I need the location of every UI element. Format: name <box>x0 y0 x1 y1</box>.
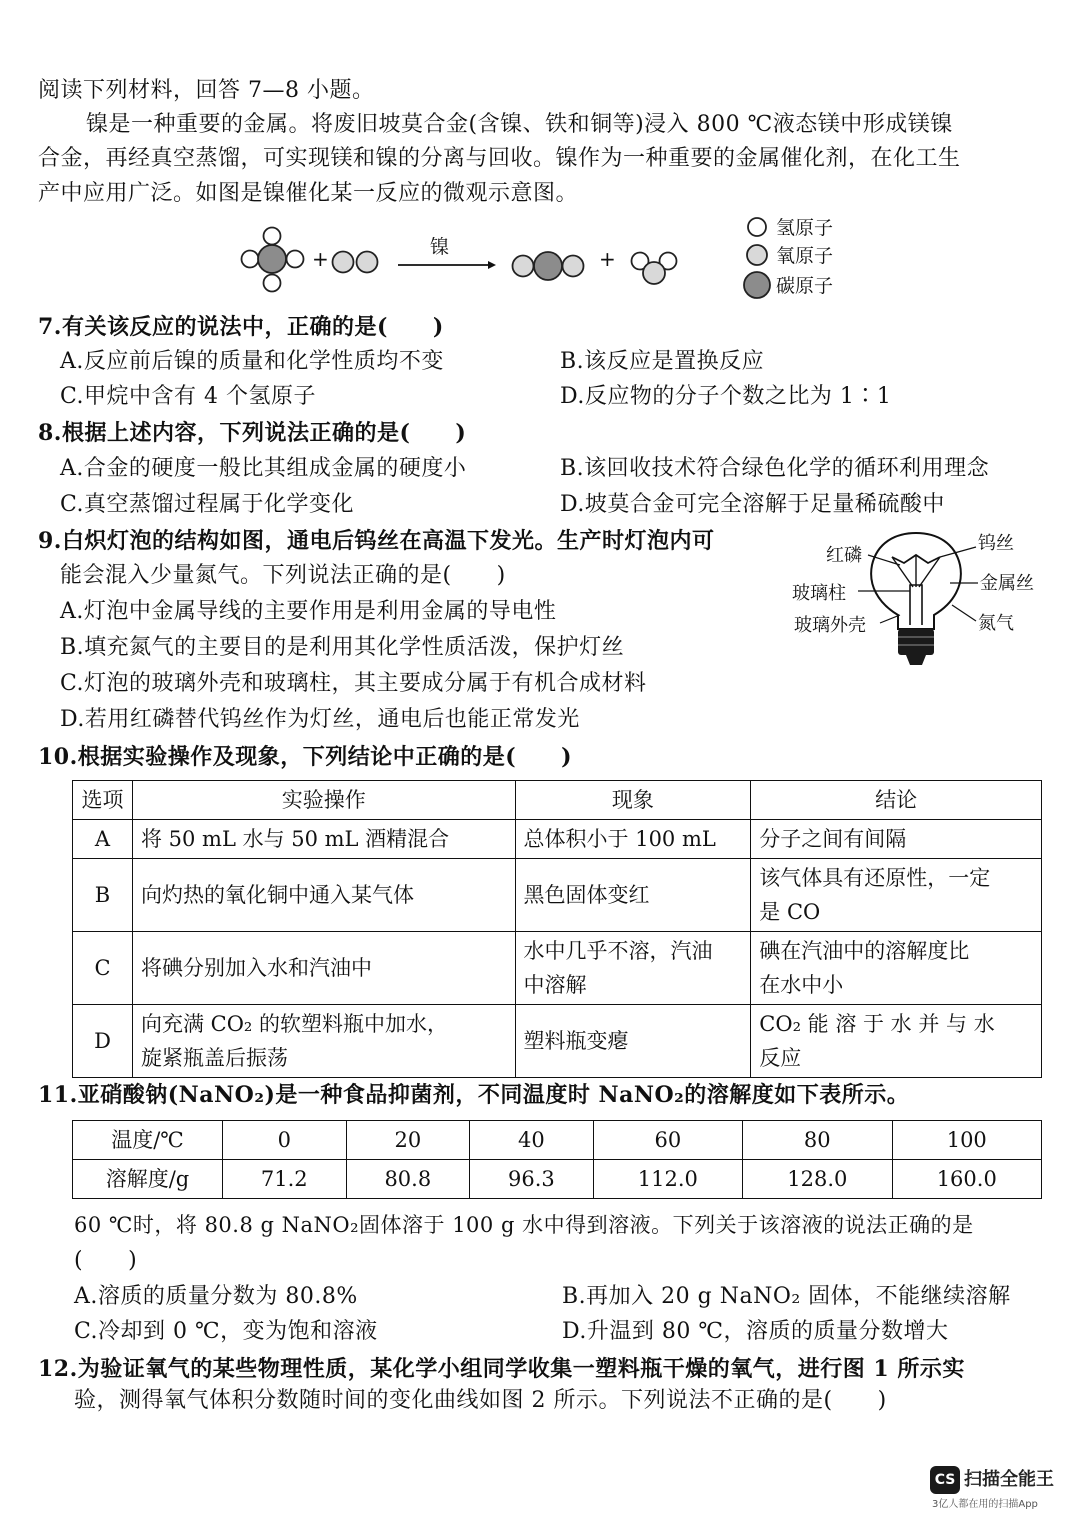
solubility-cell: 112.0 <box>593 1160 742 1199</box>
q7-option-c: C.甲烷中含有 4 个氢原子 <box>60 384 317 409</box>
label-glass-rod: 玻璃柱 <box>792 583 846 604</box>
row-a-conclusion: 分子之间有间隔 <box>751 820 1042 859</box>
q11-option-a: A.溶质的质量分数为 80.8% <box>74 1284 358 1309</box>
row-d-phenomenon: 塑料瓶变瘪 <box>515 1005 751 1078</box>
carbon-atom <box>534 252 562 280</box>
row-c-option: C <box>73 932 133 1005</box>
q8-stem: 8.根据上述内容，下列说法正确的是( ) <box>38 420 467 446</box>
table-row <box>73 781 1042 820</box>
carbon-dioxide-molecule <box>513 252 584 280</box>
light-bulb-diagram <box>780 525 1055 675</box>
plus-sign: + <box>312 247 329 271</box>
q10-table <box>72 780 1042 1078</box>
oxygen-atom <box>513 256 534 277</box>
hydrogen-atom <box>264 275 281 292</box>
q9-option-b: B.填充氮气的主要目的是利用其化学性质活泼，保护灯丝 <box>60 635 625 660</box>
label-glass-shell: 玻璃外壳 <box>794 615 866 636</box>
water-molecule <box>632 253 677 285</box>
bulb-tip <box>906 655 926 665</box>
legend-oxygen-label: 氧原子 <box>776 245 834 267</box>
solubility-cell: 80.8 <box>346 1160 470 1199</box>
hydrogen-atom <box>264 228 281 245</box>
q12-line-1: 12.为验证氧气的某些物理性质，某化学小组同学收集一塑料瓶干燥的氧气，进行图 1 所示实 <box>38 1356 965 1382</box>
label-nitrogen: 氮气 <box>978 613 1014 634</box>
q10-stem: 10.根据实验操作及现象，下列结论中正确的是( ) <box>38 744 573 770</box>
oxygen-atom <box>357 252 378 273</box>
table-row <box>73 1121 1042 1160</box>
q11-solubility-table <box>72 1120 1042 1199</box>
table-row <box>73 859 1042 932</box>
table-row <box>73 932 1042 1005</box>
material-line-1: 镍是一种重要的金属。将废旧坡莫合金(含镍、铁和铜等)浸入 800 ℃液态镁中形成镁镍 <box>86 112 953 137</box>
reaction-diagram <box>230 215 860 305</box>
q11-text-1: 60 ℃时，将 80.8 g NaNO₂固体溶于 100 g 水中得到溶液。下列关于该溶液的说法正确的是 <box>74 1213 974 1237</box>
q9-option-a: A.灯泡中金属导线的主要作用是利用金属的导电性 <box>60 599 557 624</box>
solubility-label: 溶解度/g <box>73 1160 223 1199</box>
carbon-atom <box>258 245 286 273</box>
oxygen-atom <box>563 256 584 277</box>
temp-cell: 100 <box>892 1121 1041 1160</box>
temp-cell: 0 <box>223 1121 347 1160</box>
q7-option-d: D.反应物的分子个数之比为 1∶1 <box>560 384 892 409</box>
scanner-app-name: 扫描全能王 <box>964 1469 1054 1490</box>
q9-stem-2: 能会混入少量氮气。下列说法正确的是( ) <box>60 563 506 588</box>
scanner-app-tagline: 3亿人都在用的扫描App <box>932 1499 1038 1510</box>
row-b-phenomenon: 黑色固体变红 <box>515 859 751 932</box>
legend-carbon-label: 碳原子 <box>776 275 834 297</box>
q7-option-a: A.反应前后镍的质量和化学性质均不变 <box>60 349 444 374</box>
plus-sign: + <box>599 247 616 271</box>
q8-option-d: D.坡莫合金可完全溶解于足量稀硫酸中 <box>560 492 945 517</box>
legend-carbon-icon <box>744 272 770 298</box>
row-d-option: D <box>73 1005 133 1078</box>
q12-line-2: 验，测得氧气体积分数随时间的变化曲线如图 2 所示。下列说法不正确的是( ) <box>74 1388 887 1413</box>
table-row <box>73 1005 1042 1078</box>
q9-stem-1: 9.白炽灯泡的结构如图，通电后钨丝在高温下发光。生产时灯泡内可 <box>38 528 715 554</box>
scanner-logo-icon: CS <box>930 1466 960 1494</box>
row-d-operation: 向充满 CO₂ 的软塑料瓶中加水， 旋紧瓶盖后振荡 <box>132 1005 515 1078</box>
q11-stem: 11.亚硝酸钠(NaNO₂)是一种食品抑菌剂，不同温度时 NaNO₂的溶解度如下表所示。 <box>38 1082 910 1108</box>
header-option: 选项 <box>73 781 133 820</box>
row-b-operation: 向灼热的氧化铜中通入某气体 <box>132 859 515 932</box>
solubility-cell: 160.0 <box>892 1160 1041 1199</box>
q8-option-a: A.合金的硬度一般比其组成金属的硬度小 <box>60 456 467 481</box>
material-line-3: 产中应用广泛。如图是镍催化某一反应的微观示意图。 <box>38 181 579 206</box>
diagram-legend <box>744 217 833 298</box>
row-a-operation: 将 50 mL 水与 50 mL 酒精混合 <box>132 820 515 859</box>
q7-stem: 7.有关该反应的说法中，正确的是( ) <box>38 314 444 340</box>
row-b-option: B <box>73 859 133 932</box>
temp-cell: 40 <box>470 1121 594 1160</box>
q9-option-c: C.灯泡的玻璃外壳和玻璃柱，其主要成分属于有机合成材料 <box>60 671 647 696</box>
arrow-head-icon <box>488 261 496 269</box>
q11-option-c: C.冷却到 0 ℃，变为饱和溶液 <box>74 1319 378 1344</box>
row-c-phenomenon: 水中几乎不溶，汽油 中溶解 <box>515 932 751 1005</box>
table-row <box>73 820 1042 859</box>
legend-hydrogen-icon <box>748 218 766 236</box>
q11-option-b: B.再加入 20 g NaNO₂ 固体，不能继续溶解 <box>562 1284 1011 1309</box>
header-operation: 实验操作 <box>132 781 515 820</box>
methane-molecule <box>242 228 304 292</box>
hydrogen-atom <box>242 251 259 268</box>
q7-option-b: B.该反应是置换反应 <box>560 349 765 374</box>
row-b-conclusion: 该气体具有还原性，一定 是 CO <box>751 859 1042 932</box>
table-row <box>73 1160 1042 1199</box>
hydrogen-atom <box>287 251 304 268</box>
leader-nitrogen <box>952 605 976 621</box>
q8-option-b: B.该回收技术符合绿色化学的循环利用理念 <box>560 456 990 481</box>
temp-cell: 60 <box>593 1121 742 1160</box>
bulb-base <box>898 629 934 655</box>
temperature-label: 温度/℃ <box>73 1121 223 1160</box>
row-a-option: A <box>73 820 133 859</box>
q11-option-d: D.升温到 80 ℃，溶质的质量分数增大 <box>562 1319 949 1344</box>
label-tungsten: 钨丝 <box>978 533 1014 554</box>
row-a-phenomenon: 总体积小于 100 mL <box>515 820 751 859</box>
material-line-2: 合金，再经真空蒸馏，可实现镁和镍的分离与回收。镍作为一种重要的金属催化剂，在化工生 <box>38 146 961 171</box>
intro-text: 阅读下列材料，回答 7—8 小题。 <box>38 78 375 103</box>
oxygen-atom <box>333 252 354 273</box>
q11-text-2: ( ) <box>74 1248 138 1273</box>
row-c-conclusion: 碘在汽油中的溶解度比 在水中小 <box>751 932 1042 1005</box>
q9-option-d: D.若用红磷替代钨丝作为灯丝，通电后也能正常发光 <box>60 707 580 732</box>
label-red-phosphorus: 红磷 <box>826 545 862 566</box>
oxygen-atom <box>643 262 665 284</box>
catalyst-label: 镍 <box>430 236 450 258</box>
label-metal-wire: 金属丝 <box>980 573 1034 594</box>
header-phenomenon: 现象 <box>515 781 751 820</box>
q8-option-c: C.真空蒸馏过程属于化学变化 <box>60 492 355 517</box>
solubility-cell: 128.0 <box>743 1160 892 1199</box>
temp-cell: 20 <box>346 1121 470 1160</box>
legend-oxygen-icon <box>747 245 767 265</box>
legend-hydrogen-label: 氢原子 <box>776 217 834 239</box>
temp-cell: 80 <box>743 1121 892 1160</box>
solubility-cell: 96.3 <box>470 1160 594 1199</box>
row-c-operation: 将碘分别加入水和汽油中 <box>132 932 515 1005</box>
oxygen-molecule <box>333 252 378 273</box>
header-conclusion: 结论 <box>751 781 1042 820</box>
row-d-conclusion: CO₂ 能 溶 于 水 并 与 水 反应 <box>751 1005 1042 1078</box>
solubility-cell: 71.2 <box>223 1160 347 1199</box>
